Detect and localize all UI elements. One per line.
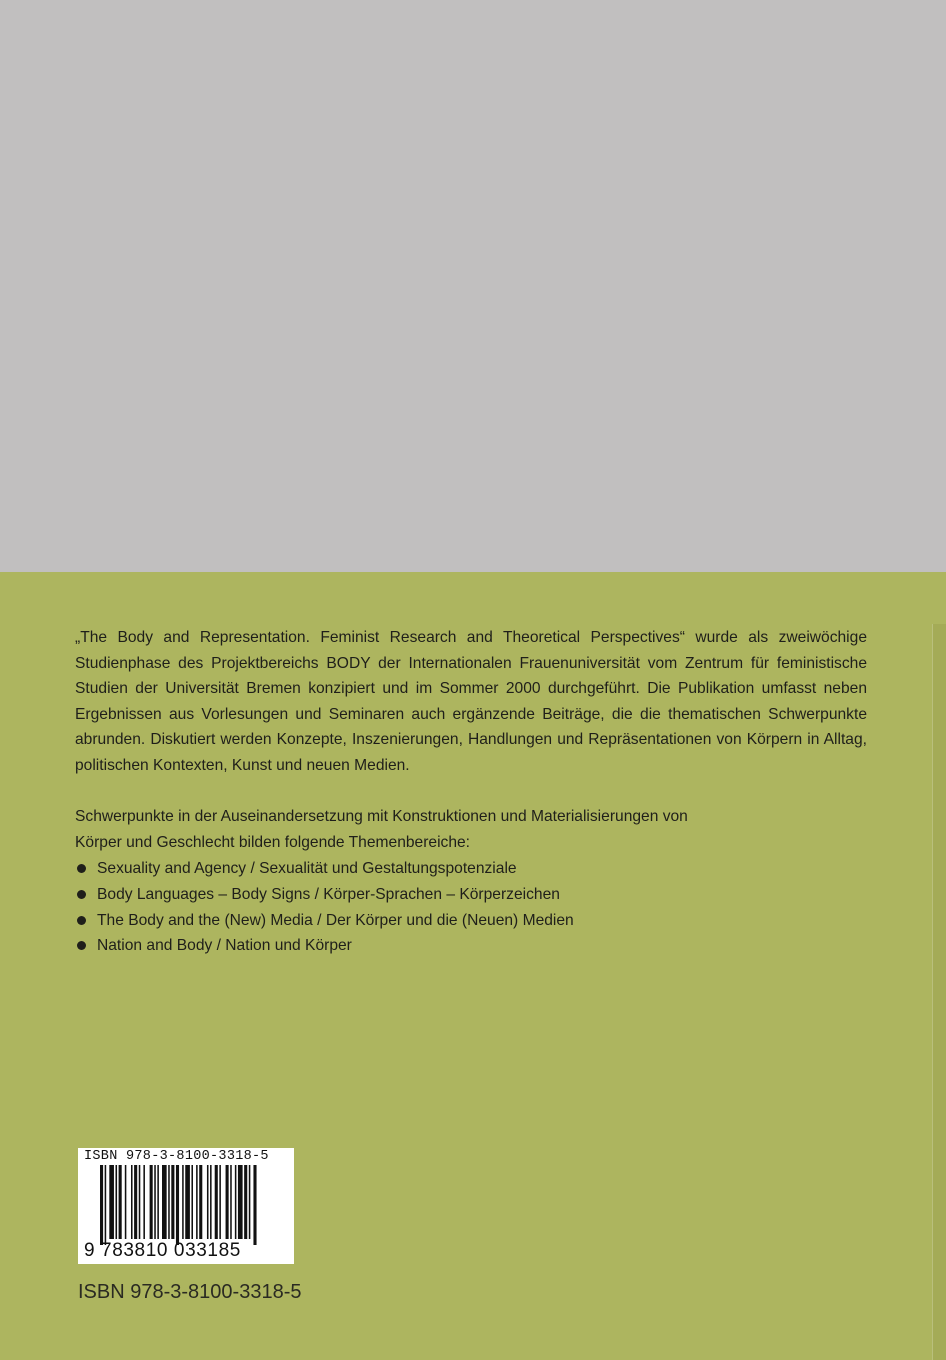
barcode-bar <box>253 1165 256 1245</box>
barcode-bar <box>235 1165 237 1239</box>
barcode-bar <box>109 1165 114 1239</box>
topic-item <box>75 933 574 959</box>
top-gray-panel <box>0 0 946 572</box>
topic-text: The Body and the (New) Media / Der Körper und die (Neuen) Medien <box>97 911 574 929</box>
barcode-bar <box>219 1165 221 1239</box>
barcode-bar <box>125 1165 127 1239</box>
barcode-bar <box>207 1165 209 1239</box>
barcode-bar <box>199 1165 202 1239</box>
barcode-bar <box>226 1165 229 1239</box>
topics-list <box>75 856 574 959</box>
bullet-icon <box>77 890 86 899</box>
topic-text: Nation and Body / Nation und Körper <box>97 937 352 955</box>
barcode-bar <box>196 1165 198 1239</box>
barcode-bar <box>100 1165 103 1245</box>
barcode-bar <box>249 1165 251 1239</box>
spine-edge-strip <box>932 624 946 1360</box>
barcode-bars-icon <box>100 1165 280 1245</box>
topic-item <box>75 882 574 908</box>
barcode-bar <box>210 1165 212 1239</box>
topic-text: Sexuality and Agency / Sexualität und Gestaltungspotenziale <box>97 860 517 877</box>
book-description: „The Body and Representation. Feminist Research and Theoretical Perspectives“ wurde als zweiwöchige Studienphase des Projektbereichs BODY der Internationalen Frauenuniversität vom Zentrum für feministische Studien der Universität Bremen konzipiert und im Sommer 2000 durchgeführt. Die Publikation umfasst neben Ergebnissen aus Vorlesungen und Seminaren auch ergänzende Beiträge, die die thematischen Schwerpunkte abrunden. Diskutiert werden Konzepte, Inszenierungen, Handlungen und Repräsentationen von Körpern in Alltag, politischen Kontexten, Kunst und neuen Medien. <box>75 629 867 774</box>
barcode-bar <box>168 1165 170 1239</box>
barcode-bar <box>182 1165 184 1239</box>
bullet-icon <box>77 941 86 950</box>
barcode-isbn-label: ISBN 978-3-8100-3318-5 <box>84 1149 269 1164</box>
barcode-bar <box>176 1165 179 1245</box>
barcode-digits: 9 783810 033185 <box>84 1240 241 1261</box>
barcode-bar <box>230 1165 232 1239</box>
topic-item <box>75 908 574 934</box>
bullet-icon <box>77 916 86 925</box>
isbn-text: ISBN 978-3-8100-3318-5 <box>78 1281 302 1303</box>
topic-item <box>75 856 574 882</box>
barcode-bar <box>105 1165 107 1245</box>
barcode-bar <box>116 1165 118 1239</box>
barcode-bar <box>185 1165 190 1239</box>
barcode-bar <box>244 1165 247 1239</box>
barcode-bar <box>150 1165 153 1239</box>
barcode-bar <box>131 1165 133 1239</box>
topics-intro: Schwerpunkte in der Auseinandersetzung mit Konstruktionen und Materialisierungen von Körper und Geschlecht bilden folgende Themenbereiche: <box>75 808 688 851</box>
barcode-bar <box>119 1165 122 1239</box>
barcode-bar <box>143 1165 145 1239</box>
topic-text: Body Languages – Body Signs / Körper-Sprachen – Körperzeichen <box>97 885 560 903</box>
bullet-icon <box>77 864 86 873</box>
barcode-bar <box>191 1165 193 1239</box>
barcode-bar <box>157 1165 159 1239</box>
barcode-bar <box>154 1165 156 1239</box>
barcode-bar <box>162 1165 167 1239</box>
barcode-bar <box>215 1165 218 1239</box>
isbn-barcode <box>78 1148 294 1264</box>
barcode-bar <box>139 1165 141 1239</box>
barcode-bar <box>238 1165 243 1239</box>
barcode-bar <box>134 1165 137 1239</box>
barcode-bar <box>171 1165 174 1239</box>
